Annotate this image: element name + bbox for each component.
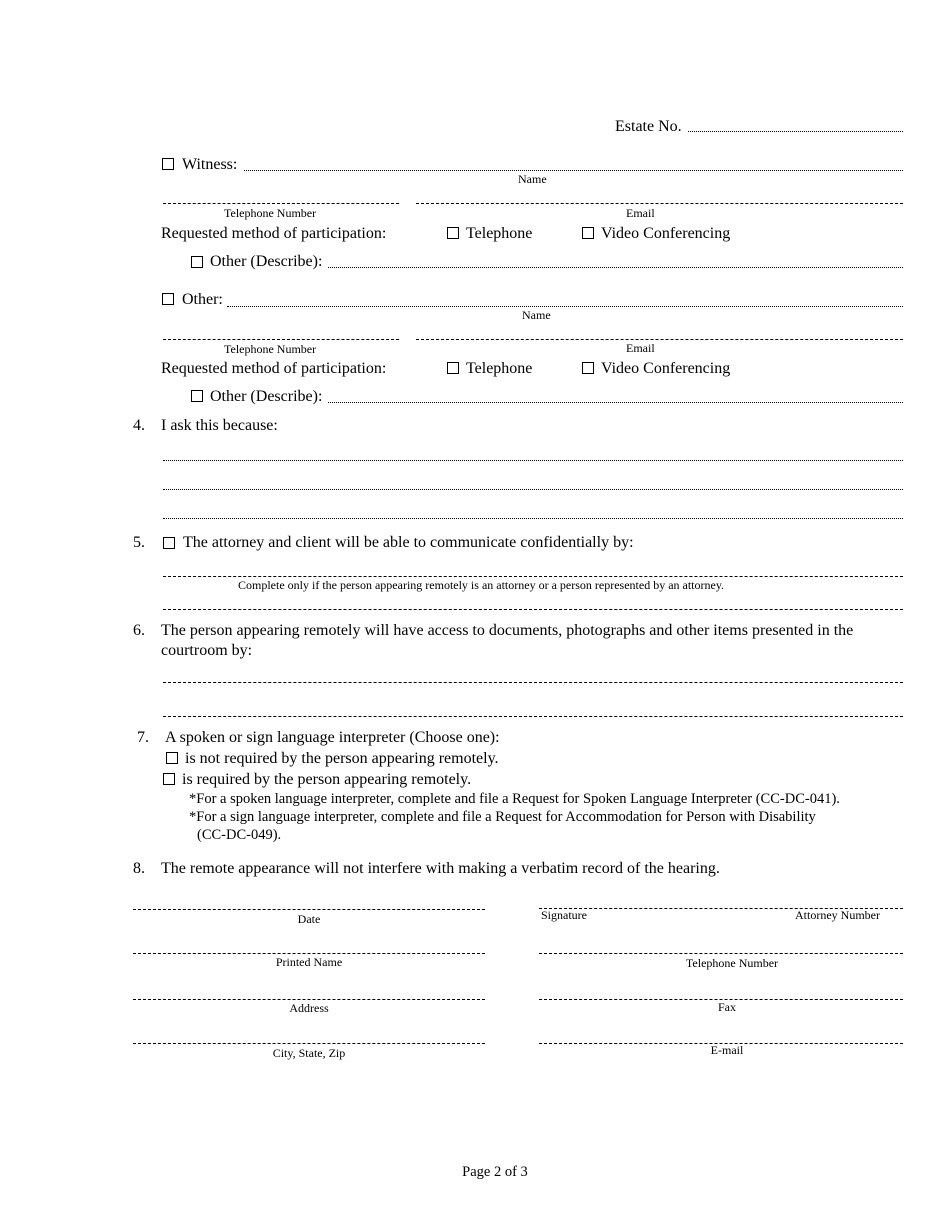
witness-video-option: Video Conferencing <box>601 225 731 242</box>
item8-number: 8. <box>133 860 145 877</box>
witness-telephone-caption: Telephone Number <box>224 206 317 220</box>
item6-text-line1: The person appearing remotely will have access to documents, photographs and other items presented in the <box>161 622 854 639</box>
other-telephone-checkbox[interactable] <box>447 362 459 374</box>
telephone-number-field[interactable] <box>539 953 903 954</box>
witness-checkbox[interactable] <box>162 158 174 170</box>
item4-text: I ask this because: <box>161 417 278 434</box>
item6-line-1[interactable] <box>163 682 903 683</box>
printed-name-caption: Printed Name <box>275 955 343 969</box>
item6-text-line2: courtroom by: <box>161 642 253 659</box>
address-field[interactable] <box>133 999 485 1000</box>
item5-number: 5. <box>133 534 145 551</box>
estate-no-label: Estate No. <box>615 118 682 135</box>
item7-note2-line1: *For a sign language interpreter, complete and file a Request for Accommodation for Person with Disability <box>189 809 816 825</box>
fax-caption: Fax <box>718 1000 736 1014</box>
item4-line-2[interactable] <box>163 489 903 490</box>
interpreter-not-required-checkbox[interactable] <box>166 752 178 764</box>
city-state-zip-field[interactable] <box>133 1043 485 1044</box>
other-video-option: Video Conferencing <box>601 360 731 377</box>
interpreter-not-required-label: is not required by the person appearing remotely. <box>185 750 499 767</box>
witness-email-field[interactable] <box>416 203 903 204</box>
signature-caption: Signature <box>541 908 587 922</box>
other-email-field[interactable] <box>416 339 903 340</box>
estate-no-field[interactable] <box>688 131 903 132</box>
other-other-checkbox[interactable] <box>191 390 203 402</box>
item5-text: The attorney and client will be able to communicate confidentially by: <box>183 534 634 551</box>
other-telephone-field[interactable] <box>163 339 399 340</box>
item6-number: 6. <box>133 622 145 639</box>
item7-note2-line2: (CC-DC-049). <box>197 827 282 843</box>
interpreter-required-checkbox[interactable] <box>163 773 175 785</box>
interpreter-required-label: is required by the person appearing remotely. <box>182 771 472 788</box>
other-telephone-option: Telephone <box>466 360 533 377</box>
item4-line-1[interactable] <box>163 460 903 461</box>
attorney-number-caption: Attorney Number <box>795 908 880 922</box>
witness-other-checkbox[interactable] <box>191 256 203 268</box>
item5-checkbox[interactable] <box>163 537 175 549</box>
witness-email-caption: Email <box>626 206 655 220</box>
item6-line-2[interactable] <box>163 716 903 717</box>
item4-line-3[interactable] <box>163 518 903 519</box>
other-telephone-caption: Telephone Number <box>224 342 317 356</box>
other-email-caption: Email <box>626 341 655 355</box>
other-video-checkbox[interactable] <box>582 362 594 374</box>
witness-telephone-field[interactable] <box>163 203 399 204</box>
item5-line-1[interactable] <box>163 576 903 577</box>
other-method-label: Requested method of participation: <box>161 360 387 377</box>
email-caption: E-mail <box>710 1043 744 1057</box>
address-caption: Address <box>289 1001 329 1015</box>
witness-method-label: Requested method of participation: <box>161 225 387 242</box>
date-field[interactable] <box>133 909 485 910</box>
witness-other-describe-label: Other (Describe): <box>210 253 323 270</box>
witness-telephone-option: Telephone <box>466 225 533 242</box>
page-number: Page 2 of 3 <box>462 1164 528 1180</box>
item8-text: The remote appearance will not interfere with making a verbatim record of the hearing. <box>161 860 720 877</box>
other-other-describe-label: Other (Describe): <box>210 388 323 405</box>
date-caption: Date <box>297 912 321 926</box>
other-name-field[interactable] <box>227 306 903 307</box>
witness-video-checkbox[interactable] <box>582 227 594 239</box>
item7-text: A spoken or sign language interpreter (Choose one): <box>165 729 500 746</box>
item7-number: 7. <box>137 729 149 746</box>
item7-note1: *For a spoken language interpreter, complete and file a Request for Spoken Language Interpreter (CC-DC-041). <box>189 791 840 807</box>
other-name-caption: Name <box>522 308 551 322</box>
city-state-zip-caption: City, State, Zip <box>272 1046 346 1060</box>
witness-telephone-checkbox[interactable] <box>447 227 459 239</box>
other-checkbox[interactable] <box>162 293 174 305</box>
witness-label: Witness: <box>182 156 238 173</box>
item5-note: Complete only if the person appearing remotely is an attorney or a person represented by an attorney. <box>238 578 725 592</box>
witness-other-describe-field[interactable] <box>328 267 903 268</box>
witness-name-field[interactable] <box>244 170 903 171</box>
item4-number: 4. <box>133 417 145 434</box>
other-other-describe-field[interactable] <box>328 402 903 403</box>
witness-name-caption: Name <box>518 172 547 186</box>
item5-line-2[interactable] <box>163 609 903 610</box>
printed-name-field[interactable] <box>133 953 485 954</box>
telephone-number-caption: Telephone Number <box>685 956 779 970</box>
other-label: Other: <box>182 291 223 308</box>
